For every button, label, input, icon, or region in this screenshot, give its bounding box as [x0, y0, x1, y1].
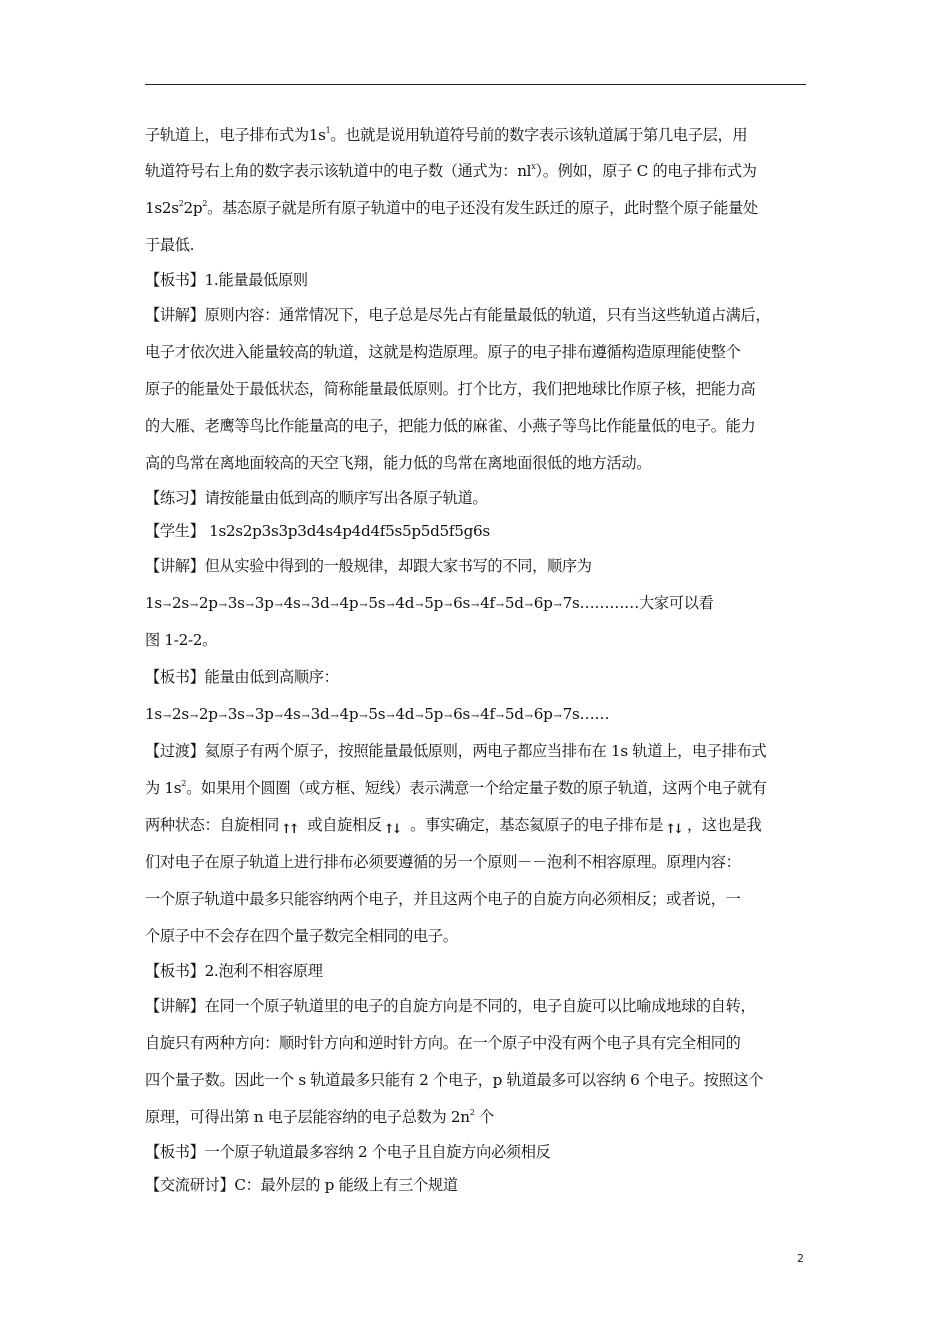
board-note-2 — [145, 659, 810, 696]
text: 能量由低到高顺序： — [204, 668, 339, 686]
orbital-label: 3s — [227, 594, 245, 612]
board-note-1 — [145, 264, 810, 297]
student-line — [145, 515, 810, 548]
orbital-label: 4p — [339, 594, 359, 612]
spin-antiparallel-icon: ↑↓ — [665, 822, 681, 837]
right-arrow-icon: → — [245, 711, 254, 722]
orbital-label: 4d — [395, 594, 415, 612]
orbital-label: 3d — [310, 594, 330, 612]
orbital-label: 3s — [227, 705, 245, 723]
orbital-label: 1s — [145, 594, 162, 612]
document-body — [145, 117, 810, 1202]
page-number: 2 — [797, 1252, 804, 1265]
lecture-3-line — [145, 1062, 810, 1099]
section-tag: 【板书】 — [145, 1143, 205, 1161]
text: 。如果用个圆圈（或方框、短线）表示满意一个给定量子数的原子轨道，这两个电子就有 — [186, 779, 767, 797]
lecture-1-line — [145, 334, 810, 371]
text: 原理，可得出第 n 电子层能容纳的电子总数为 2n — [145, 1108, 470, 1126]
right-arrow-icon: → — [189, 600, 198, 611]
text: …………大家可以看 — [579, 594, 714, 612]
superscript: x — [531, 162, 536, 171]
text: 在同一个原子轨道里的电子的自旋方向是不同的，电子自旋可以比喻成地球的自转， — [204, 997, 756, 1015]
text: 但从实验中得到的一般规律，却跟大家书写的不同，顺序为 — [204, 557, 592, 575]
right-arrow-icon: → — [553, 711, 562, 722]
header-rule — [145, 84, 806, 85]
text: 图 1-2-2。 — [145, 631, 218, 649]
orbital-label: 4d — [395, 705, 415, 723]
orbital-label: 3p — [254, 594, 274, 612]
orbital-label: 5s — [368, 594, 386, 612]
text: 轨道符号右上角的数字表示该轨道中的电子数（通式为：nl — [145, 162, 532, 180]
lecture-1-line — [145, 371, 810, 408]
superscript: 2 — [202, 199, 208, 208]
right-arrow-icon: → — [218, 711, 227, 722]
orbital-label: 4s — [283, 594, 301, 612]
lecture-1-line — [145, 408, 810, 445]
text: 高的鸟常在离地面较高的天空飞翔，能力低的鸟常在离地面很低的地方活动。 — [145, 454, 652, 472]
orbital-label: 3p — [254, 705, 274, 723]
transition-line — [145, 807, 810, 844]
section-tag: 【讲解】 — [145, 306, 205, 324]
lecture-1-line — [145, 297, 810, 334]
superscript: 2 — [469, 1108, 475, 1117]
superscript: 2 — [181, 779, 187, 788]
orbital-label: 5p — [424, 705, 444, 723]
lecture-3-line — [145, 1025, 810, 1062]
right-arrow-icon: → — [330, 600, 339, 611]
text: 。事实确定，基态氦原子的电子排布是 — [405, 816, 664, 834]
orbital-label: 2p — [198, 705, 218, 723]
orbital-label: 3d — [310, 705, 330, 723]
orbital-sequence-line — [145, 696, 810, 733]
spin-parallel-icon: ↑↑ — [281, 822, 297, 837]
orbital-label: 4s — [283, 705, 301, 723]
superscript: 1 — [325, 126, 331, 135]
right-arrow-icon: → — [415, 600, 424, 611]
right-arrow-icon: → — [162, 711, 171, 722]
text: 两种状态：自旋相同 — [145, 816, 279, 834]
text: 1s2s — [145, 199, 179, 217]
right-arrow-icon: → — [415, 711, 424, 722]
paragraph-line — [145, 227, 810, 264]
spin-antiparallel-icon: ↑↓ — [383, 822, 400, 837]
orbital-label: 4f — [480, 594, 495, 612]
board-note-3 — [145, 955, 810, 988]
orbital-sequence — [145, 705, 579, 723]
right-arrow-icon: → — [444, 711, 453, 722]
transition-line — [145, 881, 810, 918]
text: 1.能量最低原则 — [204, 271, 308, 289]
text: 。基态原子就是所有原子轨道中的电子还没有发生跃迁的原子，此时整个原子能量处 — [207, 199, 758, 217]
section-tag: 【过渡】 — [145, 742, 205, 760]
right-arrow-icon: → — [470, 600, 480, 611]
right-arrow-icon: → — [330, 711, 339, 722]
right-arrow-icon: → — [444, 600, 453, 611]
text: 或自旋相反 — [302, 816, 382, 834]
section-tag: 【板书】 — [145, 668, 205, 686]
section-tag: 【讲解】 — [145, 557, 205, 575]
right-arrow-icon: → — [218, 600, 227, 611]
text: 的大雁、老鹰等鸟比作能量高的电子，把能力低的麻雀、小燕子等鸟比作能量低的电子。能力 — [145, 417, 756, 435]
text: 氦原子有两个原子，按照能量最低原则，两电子都应当排布在 1s 轨道上，电子排布式 — [204, 742, 767, 760]
orbital-sequence-line — [145, 585, 810, 622]
paragraph-line — [145, 153, 810, 190]
orbital-sequence — [145, 594, 579, 612]
section-tag: 【练习】 — [145, 489, 205, 507]
right-arrow-icon: → — [162, 600, 171, 611]
text: 电子才依次进入能量较高的轨道，这就是构造原理。原子的电子排布遵循构造原理能使整个 — [145, 343, 741, 361]
text: ）。例如，原子 C 的电子排布式为 — [535, 162, 757, 180]
right-arrow-icon: → — [359, 711, 368, 722]
right-arrow-icon: → — [274, 600, 283, 611]
text: 为 1s — [145, 779, 182, 797]
right-arrow-icon: → — [274, 711, 283, 722]
lecture-3-line — [145, 1099, 810, 1136]
section-tag: 【板书】 — [145, 962, 205, 980]
orbital-label: 6s — [453, 705, 470, 723]
lecture-3-line — [145, 988, 810, 1025]
orbital-label: 1s — [145, 705, 162, 723]
transition-line — [145, 733, 810, 770]
text: 一个原子轨道中最多只能容纳两个电子，并且这两个电子的自旋方向必须相反；或者说，一 — [145, 890, 741, 908]
orbital-label: 7s — [562, 705, 580, 723]
orbital-label: 6p — [533, 705, 553, 723]
superscript: 2 — [178, 199, 184, 208]
orbital-label: 5d — [504, 705, 524, 723]
text: 四个量子数。因此一个 s 轨道最多只能有 2 个电子，p 轨道最多可以容纳 6 个电子。按照这个 — [145, 1071, 764, 1089]
orbital-label: 6p — [533, 594, 553, 612]
orbital-label: 4p — [339, 705, 359, 723]
lecture-2-line — [145, 548, 810, 585]
transition-line — [145, 918, 810, 955]
text: 个 — [474, 1108, 494, 1126]
right-arrow-icon: → — [386, 600, 395, 611]
text: …… — [579, 705, 610, 723]
text: 请按能量由低到高的顺序写出各原子轨道。 — [204, 489, 488, 507]
right-arrow-icon: → — [524, 711, 533, 722]
text: 自旋只有两种方向：顺时针方向和逆时针方向。在一个原子中没有两个电子具有完全相同的 — [145, 1034, 741, 1052]
right-arrow-icon: → — [495, 711, 504, 722]
orbital-label: 7s — [562, 594, 580, 612]
lecture-1-line — [145, 445, 810, 482]
right-arrow-icon: → — [301, 711, 310, 722]
right-arrow-icon: → — [386, 711, 395, 722]
orbital-label: 2p — [198, 594, 218, 612]
transition-line — [145, 844, 810, 881]
section-tag: 【交流研讨】 — [145, 1176, 235, 1194]
text: 于最低. — [145, 236, 195, 254]
orbital-label: 2s — [171, 705, 189, 723]
text: C：最外层的 p 能级上有三个规道 — [234, 1176, 458, 1194]
right-arrow-icon: → — [245, 600, 254, 611]
board-note-4 — [145, 1136, 810, 1169]
right-arrow-icon: → — [553, 600, 562, 611]
section-tag: 【学生】 — [145, 522, 205, 540]
exercise-line — [145, 482, 810, 515]
lecture-2-line — [145, 622, 810, 659]
text: 们对电子在原子轨道上进行排布必须要遵循的另一个原则－－泡利不相容原理。原理内容： — [145, 853, 741, 871]
section-tag: 【讲解】 — [145, 997, 205, 1015]
text: 个原子中不会存在四个量子数完全相同的电子。 — [145, 927, 458, 945]
orbital-label: 2s — [171, 594, 189, 612]
text: 2p — [183, 199, 203, 217]
right-arrow-icon: → — [495, 600, 504, 611]
text: 1s2s2p3s3p3d4s4p4d4f5s5p5d5f5g6s — [204, 522, 490, 540]
right-arrow-icon: → — [301, 600, 310, 611]
right-arrow-icon: → — [189, 711, 198, 722]
text: 原则内容：通常情况下，电子总是尽先占有能量最低的轨道，只有当这些轨道占满后， — [204, 306, 771, 324]
paragraph-line — [145, 117, 810, 153]
right-arrow-icon: → — [524, 600, 533, 611]
discussion-line — [145, 1169, 810, 1202]
text: ，这也是我 — [686, 816, 762, 834]
text: 一个原子轨道最多容纳 2 个电子且自旋方向必须相反 — [204, 1143, 551, 1161]
right-arrow-icon: → — [470, 711, 480, 722]
orbital-label: 4f — [480, 705, 495, 723]
paragraph-line — [145, 190, 810, 227]
text: 子轨道上，电子排布式为1s — [145, 126, 326, 144]
text: 2.泡利不相容原理 — [204, 962, 323, 980]
orbital-label: 5p — [424, 594, 444, 612]
orbital-label: 5s — [368, 705, 386, 723]
orbital-label: 6s — [453, 594, 470, 612]
section-tag: 【板书】 — [145, 271, 205, 289]
text: 原子的能量处于最低状态，简称能量最低原则。打个比方，我们把地球比作原子核，把能力高 — [145, 380, 756, 398]
right-arrow-icon: → — [359, 600, 368, 611]
orbital-label: 5d — [504, 594, 524, 612]
text: 。也就是说用轨道符号前的数字表示该轨道属于第几电子层，用 — [330, 126, 748, 144]
transition-line — [145, 770, 810, 807]
